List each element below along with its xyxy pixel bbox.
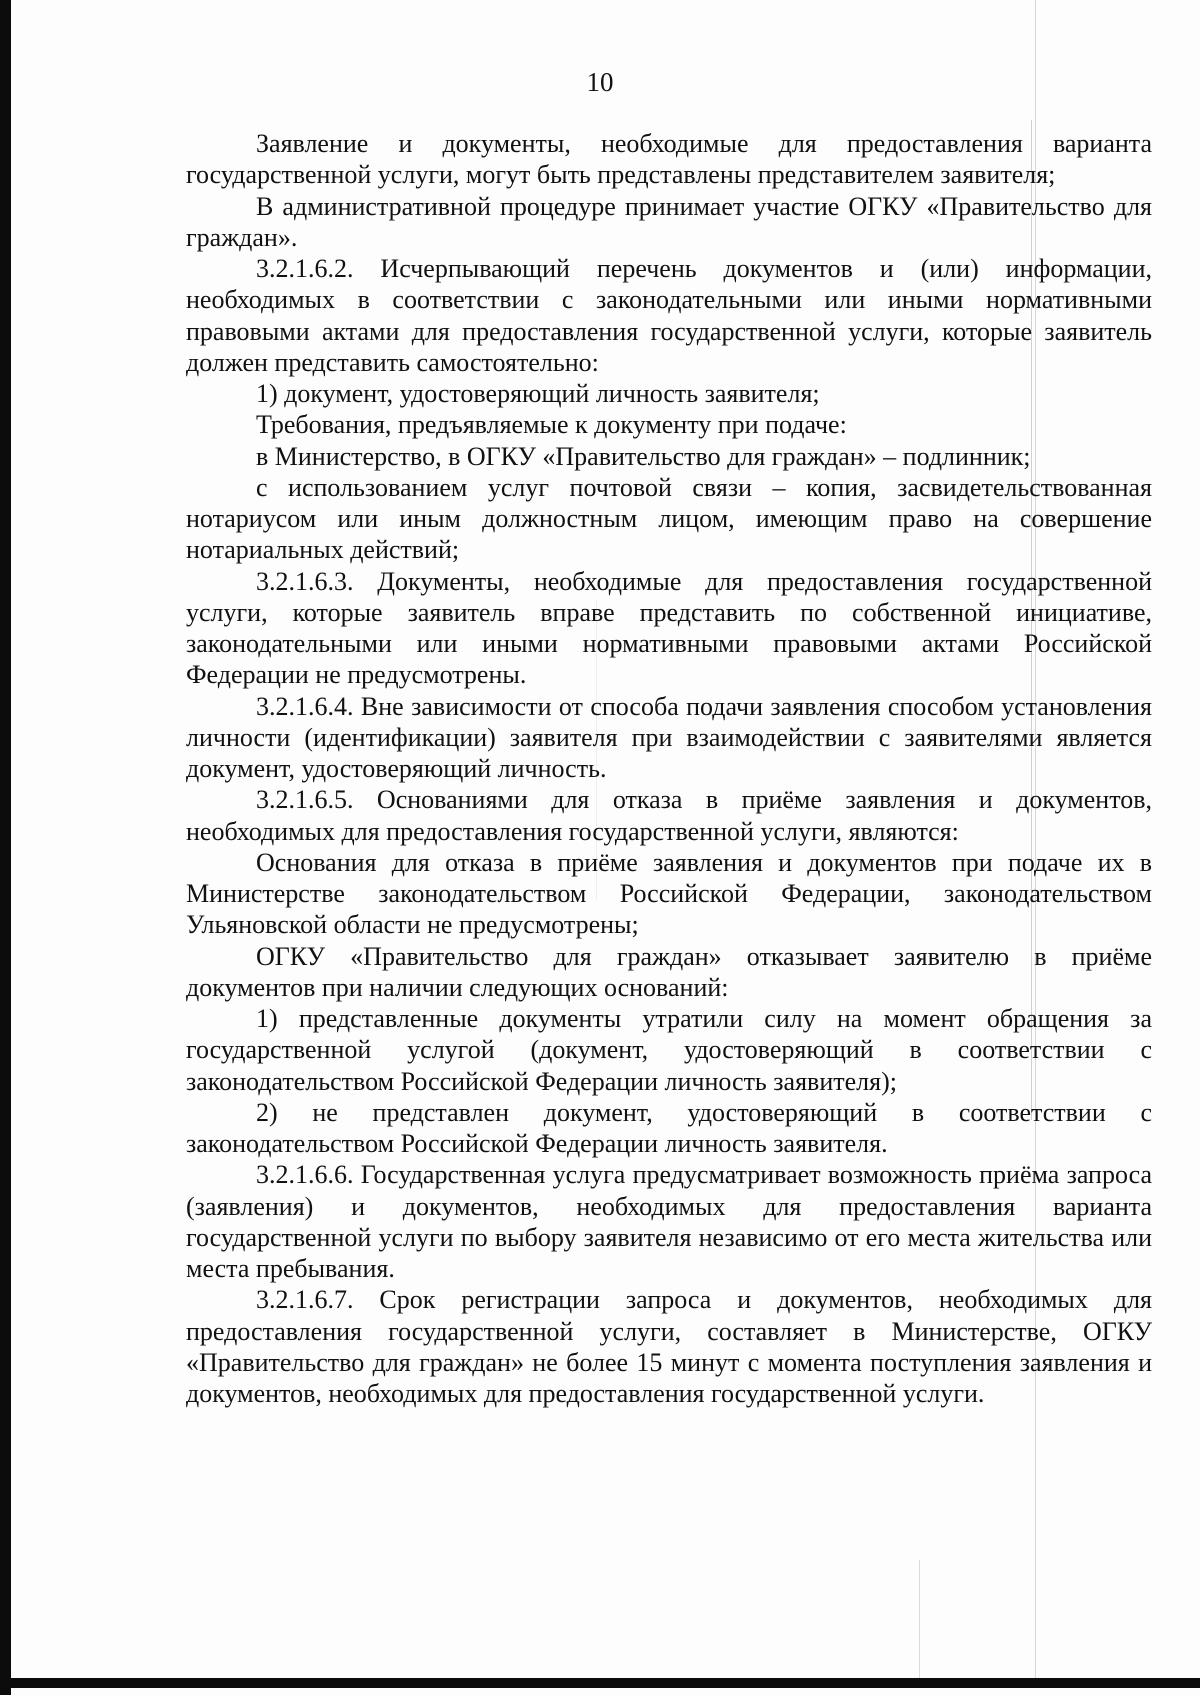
paragraph-postal-copy: с использованием услуг почтовой связи – копия, засвидетельствованная нотариусом или иным должностным лицом, имеющим право на совершение нотариальных действий; (186, 472, 1152, 565)
list-item-missing-document: 2) не представлен документ, удостоверяющий в соответствии с законодательством Российской Федерации личность заявителя. (186, 1097, 1152, 1158)
page-number: 10 (586, 67, 614, 97)
paragraph-representative: Заявление и документы, необходимые для предоставления варианта государственной услуги, могут быть представлены представителем заявителя; (186, 129, 1152, 190)
scan-fold-line (919, 1560, 920, 1678)
paragraph-3-2-1-6-5: 3.2.1.6.5. Основаниями для отказа в приёме заявления и документов, необходимых для предоставления государственной услуги, являются: (186, 785, 1152, 846)
paragraph-3-2-1-6-7: 3.2.1.6.7. Срок регистрации запроса и документов, необходимых для предоставления государственной услуги, составляет в Министерстве, ОГКУ «Правительство для граждан» не более 15 минут с момента поступления заявления и документов, необходимых для предоставления государственной услуги. (186, 1285, 1152, 1408)
paragraph-participant: В административной процедуре принимает участие ОГКУ «Правительство для граждан». (186, 191, 1152, 252)
paragraph-3-2-1-6-4: 3.2.1.6.4. Вне зависимости от способа подачи заявления способом установления личности (идентификации) заявителя при взаимодействии с заявителями является документ, удостоверяющий личность. (186, 691, 1152, 783)
paragraph-original: в Министерство, в ОГКУ «Правительство для граждан» – подлинник; (256, 441, 1031, 471)
paragraph-3-2-1-6-6: 3.2.1.6.6. Государственная услуга предусматривает возможность приёма запроса (заявления) и документов, необходимых для предоставления варианта государственной услуги по выбору заявителя независимо от его места жительства или места пребывания. (186, 1160, 1152, 1283)
scan-edge-bottom (0, 1678, 1200, 1688)
list-item-identity-document: 1) документ, удостоверяющий личность заявителя; (256, 379, 820, 408)
paragraph-requirements: Требования, предъявляемые к документу при подаче: (256, 410, 847, 440)
document-body (186, 128, 1152, 1409)
paragraph-ogku-refusal: ОГКУ «Правительство для граждан» отказывает заявителю в приёме документов при наличии следующих оснований: (186, 941, 1152, 1002)
list-item-expired-documents: 1) представленные документы утратили силу на момент обращения за государственной услугой (документ, удостоверяющий в соответствии с законодательством Российской Федерации личность заявителя); (186, 1004, 1152, 1096)
paragraph-ministry-grounds: Основания для отказа в приёме заявления и документов при подаче их в Министерстве законодательством Российской Федерации, законодательством Ульяновской области не предусмотрены; (186, 847, 1152, 940)
paragraph-3-2-1-6-2: 3.2.1.6.2. Исчерпывающий перечень документов и (или) информации, необходимых в соответствии с законодательными или иными нормативными правовыми актами для предоставления государственной услуги, которые заявитель должен представить самостоятельно: (186, 254, 1152, 377)
paragraph-3-2-1-6-3: 3.2.1.6.3. Документы, необходимые для предоставления государственной услуги, которые заявитель вправе представить по собственной инициативе, законодательными или иными нормативными правовыми актами Российской Федерации не предусмотрены. (186, 566, 1152, 690)
scan-edge-left (0, 0, 11, 1695)
